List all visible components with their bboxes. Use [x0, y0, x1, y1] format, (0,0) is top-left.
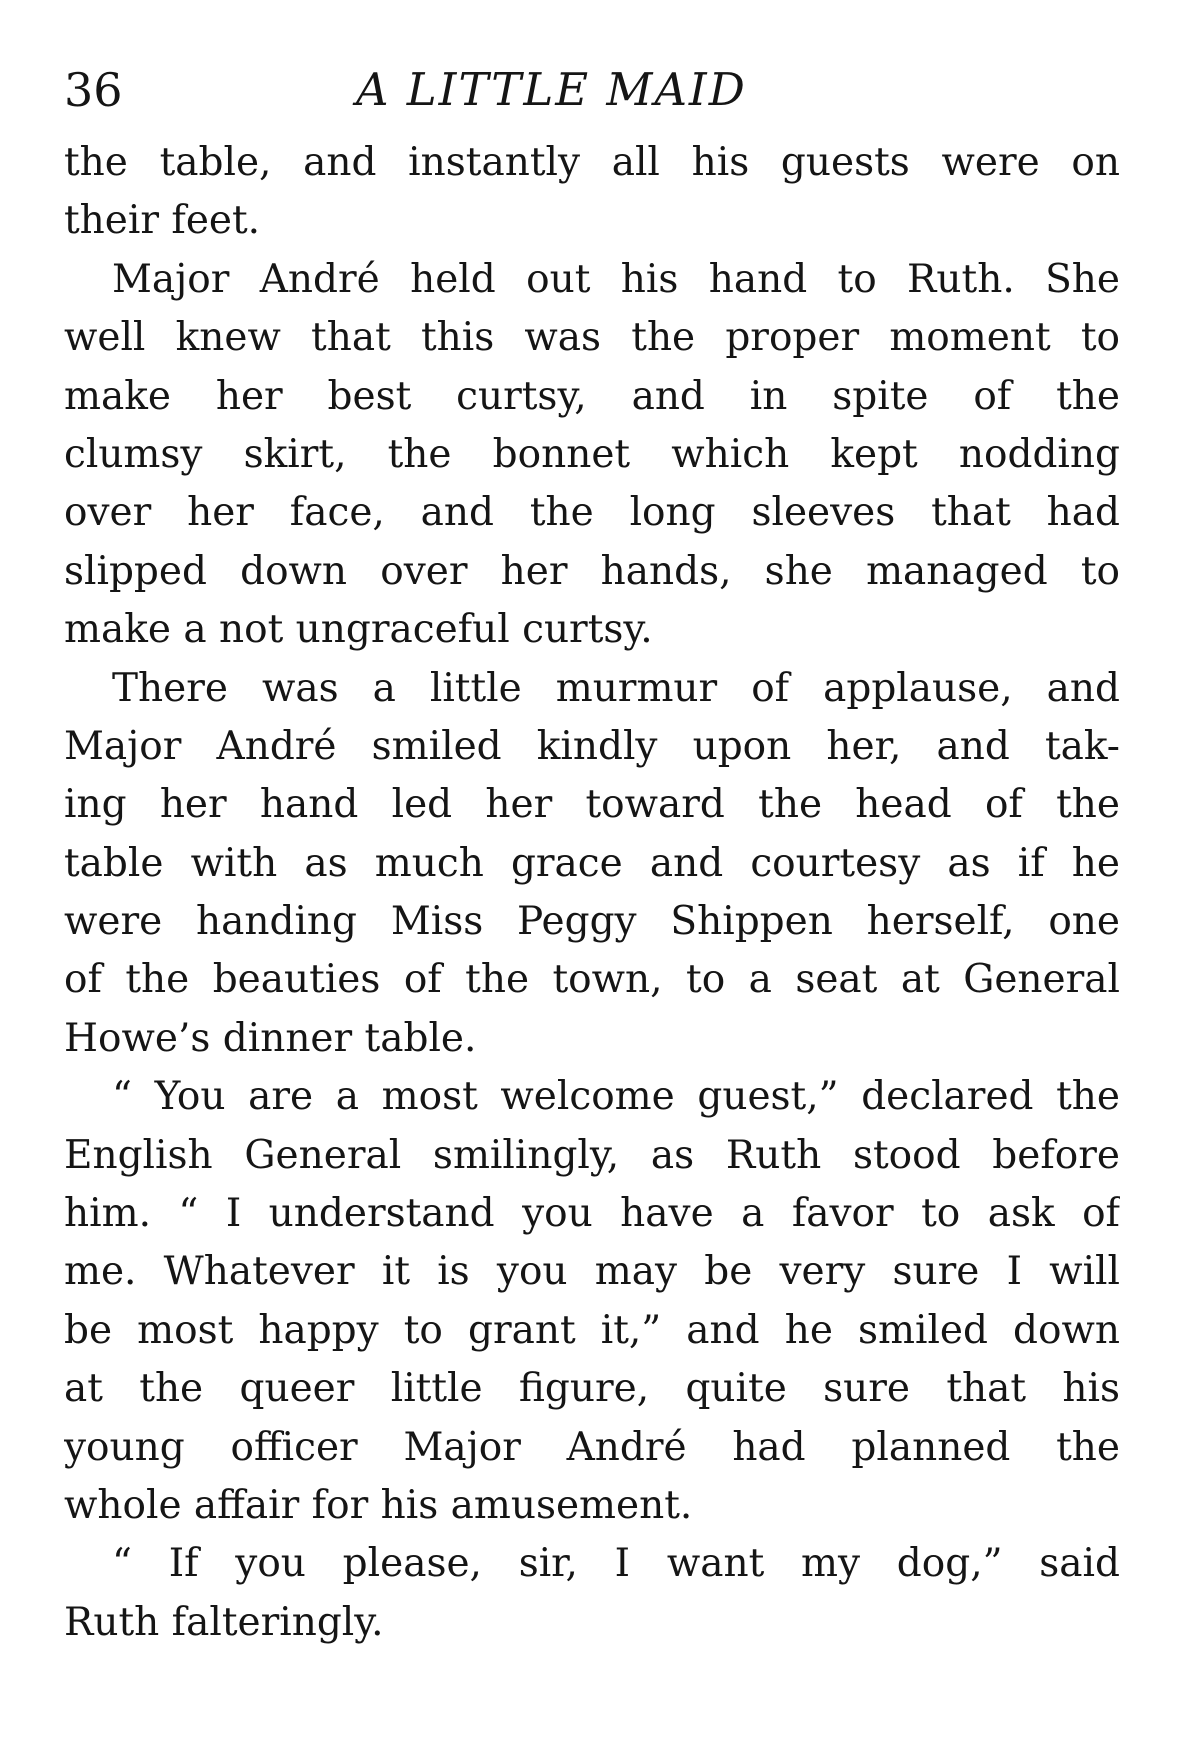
text-line: make a not ungraceful curtsy.: [64, 607, 653, 653]
text-line: young officer Major André had planned the: [64, 1424, 1120, 1470]
text-line: ing her hand led her toward the head of the: [64, 782, 1120, 828]
text-line: well knew that this was the proper moment to: [64, 315, 1120, 361]
paragraph: [64, 251, 1120, 660]
running-title: A LITTLE MAID: [356, 63, 747, 116]
text-line: over her face, and the long sleeves that had: [64, 490, 1120, 536]
text-line: the table, and instantly all his guests were on: [64, 140, 1120, 185]
text-line: be most happy to grant it,” and he smiled down: [64, 1307, 1120, 1353]
text-line: Ruth falteringly.: [64, 1599, 384, 1645]
page-number: 36: [64, 63, 123, 117]
text-line: Major André held out his hand to Ruth. She: [112, 256, 1120, 302]
text-line: clumsy skirt, the bonnet which kept nodding: [64, 431, 1120, 477]
running-head: [64, 54, 1120, 124]
text-line: English General smilingly, as Ruth stood before: [64, 1132, 1120, 1178]
paragraph: [64, 1535, 1120, 1652]
text-line: “ You are a most welcome guest,” declared the: [112, 1074, 1120, 1120]
text-line: were handing Miss Peggy Shippen herself, one: [64, 899, 1120, 945]
text-line: make her best curtsy, and in spite of the: [64, 373, 1120, 419]
paragraph: [64, 1068, 1120, 1535]
text-line: Howe’s dinner table.: [64, 1015, 477, 1061]
text-line: him. “ I understand you have a favor to ask of: [64, 1191, 1120, 1237]
book-page: [64, 54, 1120, 1652]
text-line: whole affair for his amusement.: [64, 1482, 693, 1528]
text-line: There was a little murmur of applause, and: [112, 665, 1120, 711]
text-line: their feet.: [64, 198, 261, 244]
text-line: slipped down over her hands, she managed to: [64, 548, 1120, 594]
text-line: at the queer little figure, quite sure that his: [64, 1366, 1120, 1412]
text-line: Major André smiled kindly upon her, and tak-: [64, 723, 1120, 769]
text-line: me. Whatever it is you may be very sure I will: [64, 1249, 1120, 1295]
text-line: table with as much grace and courtesy as if he: [64, 840, 1120, 886]
text-line: “ If you please, sir, I want my dog,” said: [112, 1541, 1120, 1587]
body-text: [64, 134, 1120, 1652]
text-line: of the beauties of the town, to a seat at General: [64, 957, 1120, 1003]
paragraph: [64, 134, 1120, 251]
paragraph: [64, 660, 1120, 1069]
